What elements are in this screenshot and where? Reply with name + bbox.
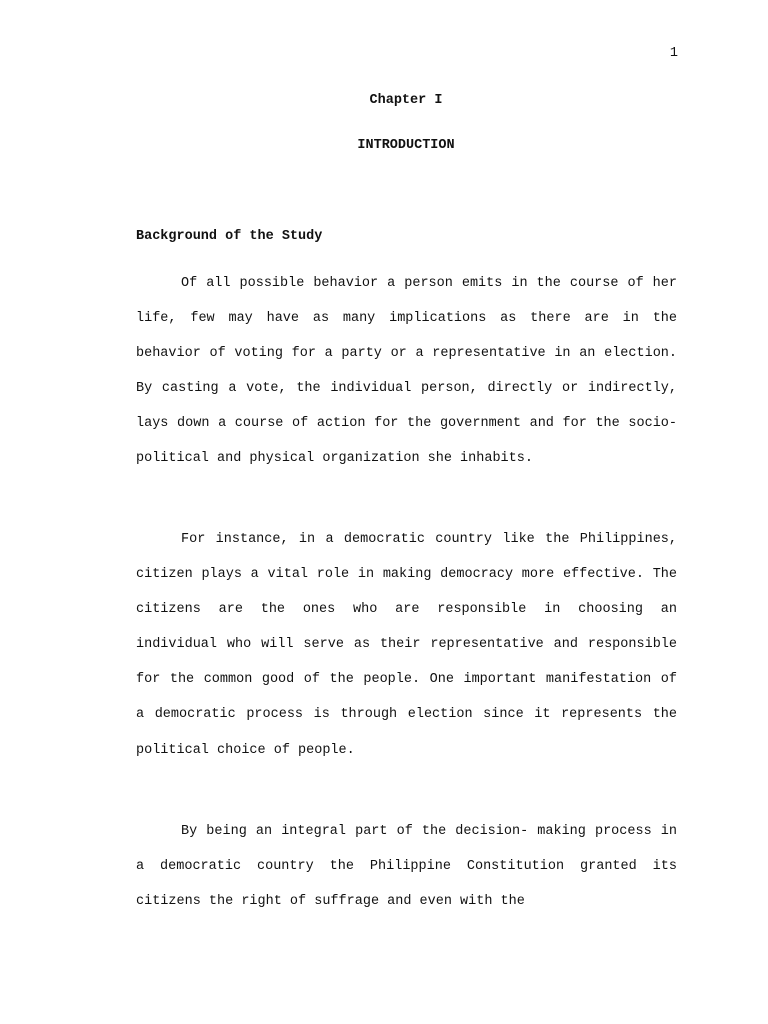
- paragraph-3: [136, 814, 677, 919]
- chapter-title: Chapter I: [369, 93, 443, 108]
- paragraph-text: For instance, in a democratic country like the Philippines, citizen plays a vital role in making democracy more effective. The citizens are the ones who are responsible in choosing an individual who will serve as their representative and responsible for the common good of the people. One important manifestation of a democratic process is through election since it represents the political choice of people.: [136, 532, 677, 758]
- paragraph-1: [136, 266, 677, 477]
- subsection-heading: Background of the Study: [136, 229, 323, 244]
- paragraph-2: [136, 522, 677, 768]
- paragraph-text: By being an integral part of the decision- making process in a democratic country the Philippine Constitution granted its citizens the right of suffrage and even with the: [136, 824, 677, 910]
- section-title: INTRODUCTION: [357, 138, 455, 153]
- page-number: 1: [669, 46, 678, 61]
- paragraph-text: Of all possible behavior a person emits in the course of her life, few may have as many implications as there are in the behavior of voting for a party or a representative in an election. By casting a vote, the individual person, directly or indirectly, lays down a course of action for the government and for the socio-political and physical organization she inhabits.: [136, 276, 677, 467]
